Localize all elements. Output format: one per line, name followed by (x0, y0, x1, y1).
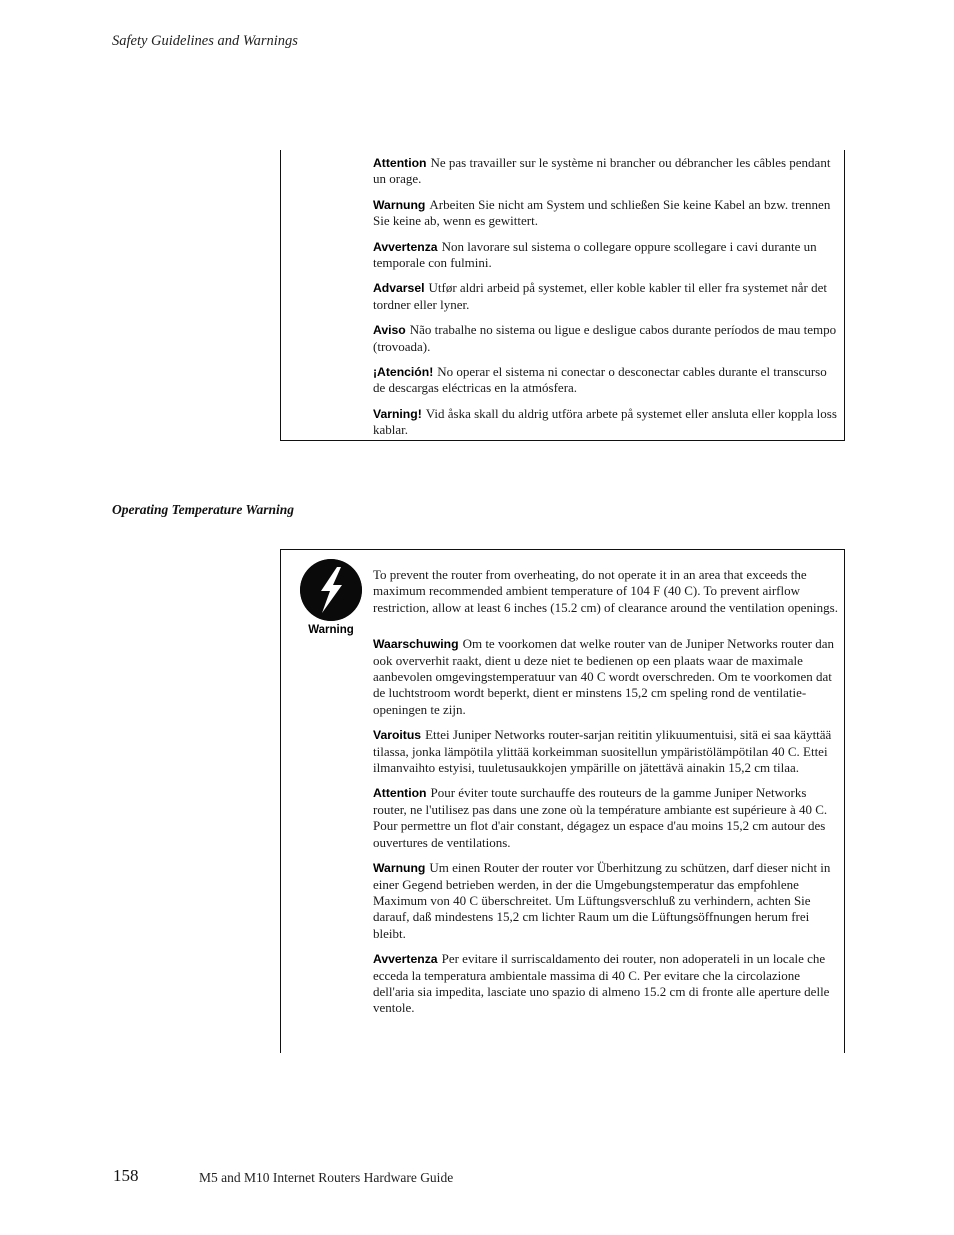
translation-paragraph (373, 197, 839, 230)
lightning-warning-box (280, 150, 845, 441)
translation-paragraph (373, 951, 839, 1017)
translation-paragraph (373, 636, 839, 718)
translations-list (373, 155, 839, 448)
translation-paragraph (373, 155, 839, 188)
language-label: Advarsel (373, 281, 425, 296)
translation-text: Per evitare il surriscaldamento dei router, non adoperateli in un locale che ecceda la temperatura ambientale massima di 40 C. Per evitare che la circolazione dell'aria sia impedita, lasciate uno spazio di almeno 15.2 cm di fronte alle aperture delle ventole. (373, 951, 830, 1016)
translation-text: Utfør aldri arbeid på systemet, eller koble kabler til eller fra systemet når det tordner eller lyner. (373, 280, 828, 312)
translation-paragraph (373, 364, 839, 397)
translation-text: Arbeiten Sie nicht am System und schließen Sie keine Kabel an bzw. trennen Sie keine ab, wenn es gewittert. (373, 196, 831, 229)
footer-book-title: M5 and M10 Internet Routers Hardware Guide (199, 1170, 454, 1185)
translation-text: No operar el sistema ni conectar o desconectar cables durante el transcurso de descargas eléctricas en la atmósfera. (373, 364, 827, 396)
language-label: Aviso (373, 323, 406, 338)
translation-paragraph (373, 239, 839, 272)
language-label: Waarschuwing (373, 637, 459, 652)
translation-text: Vid åska skall du aldrig utföra arbete på systemet eller ansluta eller koppla loss kablar. (373, 405, 837, 438)
language-label: Avvertenza (373, 952, 438, 967)
warning-lightning-icon (300, 559, 362, 621)
translation-paragraph (373, 727, 839, 776)
translation-paragraph (373, 860, 839, 942)
language-label: Warnung (373, 861, 426, 876)
english-warning-text: To prevent the router from overheating, do not operate it in an area that exceeds the maximum recommended ambient temperature of 104 F (40 C). To prevent airflow restriction, allow at least 6 inches (15.2 cm) of clearance around the ventilation openings. (373, 567, 838, 615)
language-label: Attention (373, 786, 427, 801)
translation-text: Não trabalhe no sistema ou ligue e desligue cabos durante períodos de mau tempo (trovoada). (373, 322, 837, 354)
language-label: Avvertenza (373, 239, 438, 254)
translation-text: Um einen Router der router vor Überhitzung zu schützen, darf dieser nicht in einer Gegend betrieben werden, in der die Umgebungstemperatur das empfohlene Maximum von 40 C überschreitet. Um Lüftungsverschluß zu verhindern, achten Sie darauf, daß mindestens 15,2 cm lichter Raum um die Lüftungsöffnungen herum frei bleibt. (373, 860, 831, 941)
translation-paragraph (373, 322, 839, 355)
language-label: Varoitus (373, 728, 422, 743)
language-label: Warnung (373, 197, 426, 212)
translation-text: Pour éviter toute surchauffe des routeurs de la gamme Juniper Networks router, ne l'utilisez pas dans une zone où la température ambiante est supérieure à 40 C. Pour permettre un flot d'air constant, dégagez un espace d'au moins 15,2 cm autour des ouvertures de ventilations. (373, 785, 828, 850)
running-head: Safety Guidelines and Warnings (112, 33, 298, 49)
language-label: ¡Atención! (373, 365, 434, 380)
translation-text: Ne pas travailler sur le système ni brancher ou débrancher les câbles pendant un orage. (373, 155, 831, 187)
temperature-warning-box (280, 549, 845, 1053)
section-heading: Operating Temperature Warning (112, 502, 295, 517)
translation-text: Ettei Juniper Networks router-sarjan reititin ylikuumentuisi, sitä ei saa käyttää tilassa, jonka lämpötila ylittää korkeimman suositellun ympäristölämpötilan 40 C. Ettei ilmanvaihto estyisi, tuuletusaukkojen ympärille on jätettävä ainakin 15,2 cm tilaa. (373, 727, 832, 776)
page-number: 158 (113, 1166, 139, 1185)
translation-paragraph (373, 406, 839, 439)
translation-text: Om te voorkomen dat welke router van de Juniper Networks router dan ook oververhit raakt, dient u deze niet te bedienen op een plaats waar de maximale aanbevolen omgevingstemperatuur van 40 C wordt overschreden. Om te voorkomen dat de luchtstroom wordt beperkt, dient er minstens 15,2 cm speling rond de ventilatie-openingen te zijn. (373, 636, 835, 717)
translation-paragraph (373, 280, 839, 313)
language-label: Varning! (373, 406, 422, 421)
translation-text: Non lavorare sul sistema o collegare oppure scollegare i cavi durante un temporale con fulmini. (373, 238, 817, 271)
warning-label: Warning (308, 624, 354, 636)
language-label: Attention (373, 156, 427, 170)
translation-paragraph (373, 785, 839, 851)
translations-list (373, 567, 839, 1026)
warning-icon-group (299, 559, 363, 636)
